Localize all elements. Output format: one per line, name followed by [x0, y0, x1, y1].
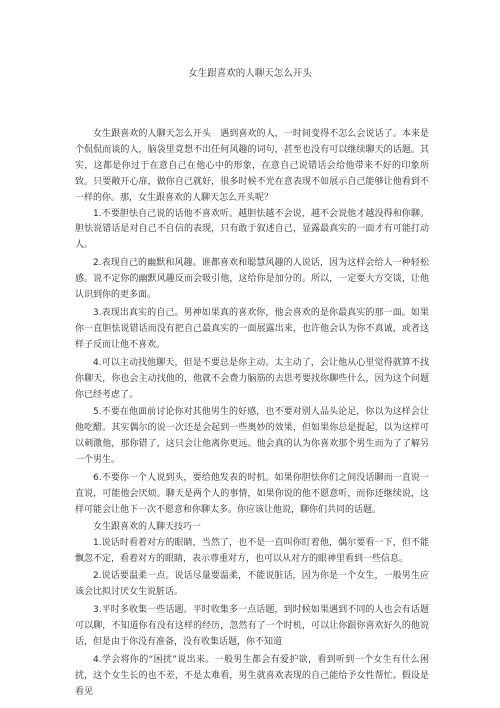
paragraph-skill-2: 2.说话要温柔一点。说话尽量要温柔，不能说脏话，因为你是一个女生，一般男生应该会比拟讨厌女生说脏话。: [75, 571, 429, 598]
paragraph-tip-1: 1.不要胆怯自己说的话他不喜欢听。越胆怯越不会说，越不会说他才越没得和你聊。胆怯说错话是对自己不自信的表现，只有敢于叙述自己，显露最真实的一面才有可能打动人。: [75, 208, 429, 251]
section-heading: 女生跟喜欢的人聊天技巧一: [93, 521, 202, 532]
paragraph-skill-3: 3.平时多收集一些话题。平时收集多一点话题，到时候如果遇到不同的人也会有话题可以聊，不知道你有没有这样的经历，忽然有了一个时机，可以让你跟你喜欢好久的他说话，但是由于你没有准备，没有收集话题，你不知道: [75, 605, 429, 648]
paragraph-tip-5: 5.不要在他面前讨论你对其他男生的好感，也不要对别人品头论足，你以为这样会让他吃醋。其实偶尔的说一次还是会起到一些奥妙的效果，但如果你总是提起，以为这样可以刺激他，那你错了，这只会让他离你更远。他会真的认为你喜欢那个男生而为了了解另一个男生。: [75, 407, 429, 466]
document-body: [75, 127, 429, 701]
paragraph-tip-6: 6.不要你一个人说到头，要给他发表的时机。如果你胆怯你们之间没话聊而一直说一直说，可能他会厌烦。聊天是两个人的事情，如果你说的他不愿意听，而你还继续说，这样可能会让他下一次不愿意和你聊太多。你应该让他说，聊你们共同的话题。: [75, 473, 429, 515]
paragraph-tip-2: 2.表现自己的幽默和风趣。谁都喜欢和聪慧风趣的人说话，因为这样会给人一种轻松感。说不定你的幽默风趣反而会吸引他，这给你是加分的。所以，一定要大方交谈，让他认识到你的更多面。: [75, 258, 429, 301]
paragraph-skill-4: 4.学会将你的“困扰”说出来。一般男生都会有爱护欲，看到听到一个女生有什么困扰，这个女生长的也不差，不是太难看，男生就喜欢表现的自己能给予女性帮忙。假设是看见: [75, 655, 429, 697]
paragraph-intro: 女生跟喜欢的人聊天怎么开头 遇到喜欢的人，一时间变得不怎么会说话了。本来是个侃侃而谈的人，脑袋里竟想不出任何风趣的词句，甚至也没有可以继续聊天的话题。其实，这都是你过于在意自己在他心中的形象，在意自己说错话会给他带来不好的印象所致。只要敞开心扉，做你自己就好，很多时候不光在意表现不如展示自己能够让他看到不一样的你。那，女生跟喜欢的人聊天怎么开头呢？: [75, 129, 429, 203]
paragraph-skill-1: 1.说话时看着对方的眼睛，当然了，也不是一直叫你盯着他，偶尔要看一下，但不能飘忽不定，看着对方的眼睛，表示尊重对方，也可以从对方的眼神里看到一些信息。: [75, 537, 429, 564]
document-title: 女生跟喜欢的人聊天怎么开头: [188, 68, 312, 79]
paragraph-tip-4: 4.可以主动找他聊天，但是不要总是你主动。太主动了，会让他从心里觉得就算不找你聊天，你也会主动找他的，他就不会费力脑筋的去思考要找你聊些什么，因为这个问题你已经考虑了。: [75, 357, 429, 400]
paragraph-tip-3: 3.表现出真实的自己。男神如果真的喜欢你，他会喜欢的是你最真实的那一面。如果你一直胆怯说错话而没有把自己最真实的一面展露出来，也许他会认为你不真诚，或者这样子反而让他不喜欢。: [75, 307, 429, 350]
